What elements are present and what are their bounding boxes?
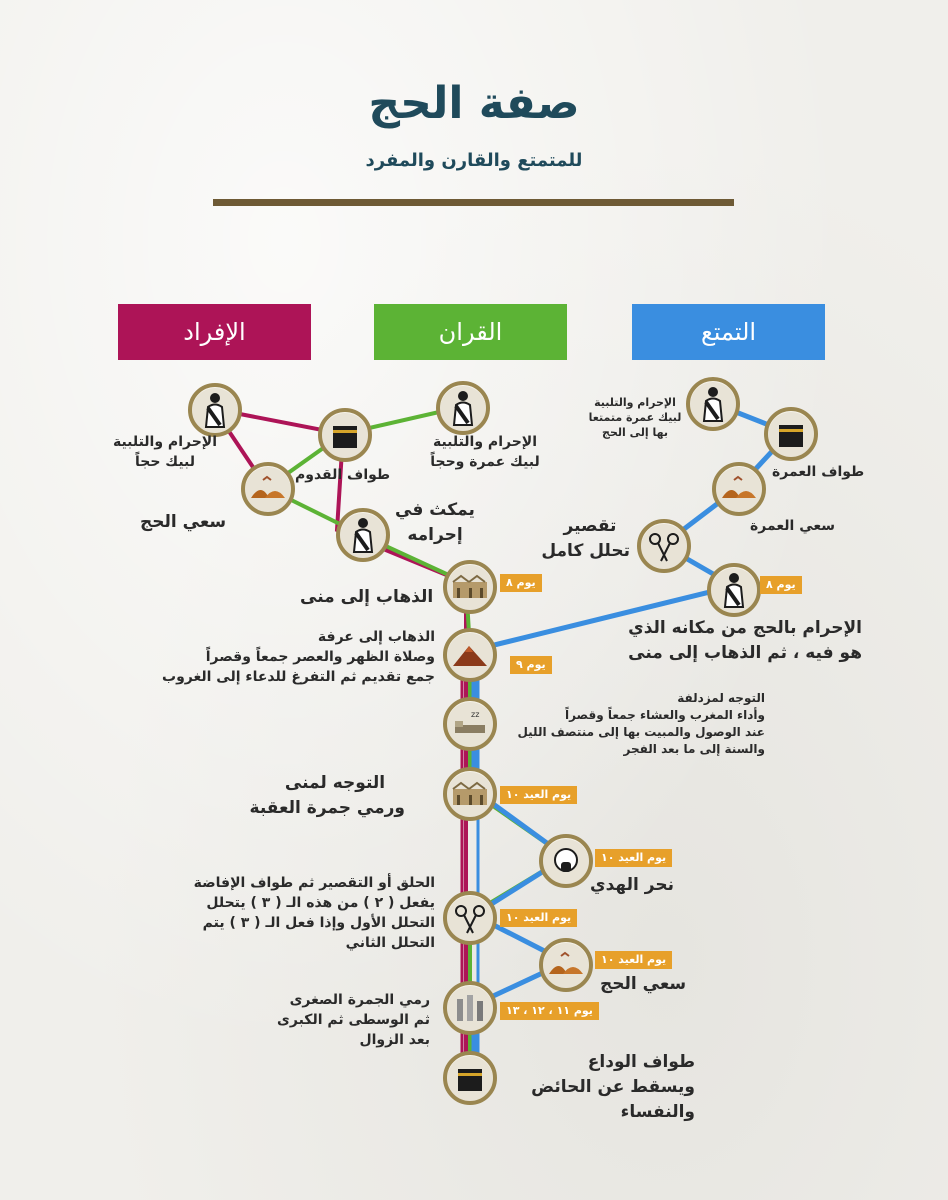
arafah-tag: يوم ٩ [510,656,552,674]
umrah-tawaf-node [764,407,818,461]
jamarat-label: رمي الجمرة الصغرى ثم الوسطى ثم الكبرى بعد الزوال [277,992,430,1048]
hady-node [539,834,593,888]
stay-ihram-node [336,508,390,562]
stay-ihram-label: يمكث في إحرامه [395,500,475,545]
ihram-person-icon [690,381,736,427]
ihram-person-icon [440,385,486,431]
jamarat-tag: يوم ١١ ، ١٢ ، ١٣ [500,1002,599,1020]
aqabah-label: التوجه لمنى ورمي جمرة العقبة [249,773,405,818]
ihram-person-icon [340,512,386,558]
umrah-sai-label: سعي العمرة [750,518,836,534]
aqabah-node [443,767,497,821]
umrah-tawaf-label: طواف العمرة [772,464,865,480]
svg-text:zz: zz [471,710,480,719]
kaaba-icon [768,411,814,457]
kaaba-icon [447,1055,493,1101]
scissors-icon [641,523,687,569]
page-subtitle: للمتمتع والقارن والمفرد [365,150,583,171]
sai-final-tag: يوم العيد ١٠ [595,951,672,969]
pillars-icon [447,985,493,1031]
halq-tag: يوم العيد ١٠ [500,909,577,927]
hills-icon [245,466,291,512]
halq-label: الحلق أو التقصير ثم طواف الإفاضة يفعل ( ٢ ) من هذه الـ ( ٣ ) يتحلل التحلل الأول وإذا فعل الـ ( ٣ ) يتم التحلل الثاني [193,875,435,951]
mountain-icon [447,632,493,678]
qiran-ihram-node [436,381,490,435]
hajj-ihram-label: الإحرام بالحج من مكانه الذي هو فيه ، ثم الذهاب إلى منى [628,618,862,663]
mina-go-node [443,560,497,614]
aqabah-tag: يوم العيد ١٠ [500,786,577,804]
ifrad-ihram-label: الإحرام والتلبية لبيك حجاً [112,434,218,470]
farewell-node [443,1051,497,1105]
hills-icon [543,942,589,988]
bed-icon [447,701,493,747]
kaaba-icon [322,412,368,458]
tamattu-ihram-node [686,377,740,431]
jamarat-node [443,981,497,1035]
ihram-person-icon [711,567,757,613]
hills-icon [716,466,762,512]
qiran-ihram-label: الإحرام والتلبية لبيك عمرة وحجاً [430,434,540,470]
ifrad-ihram-node [188,383,242,437]
header-qiran-label: القران [438,318,503,346]
muzdalifah-node [443,697,497,751]
halq-node [443,891,497,945]
page-title: صفة الحج [368,78,580,129]
scissors-icon [447,895,493,941]
hajj-ihram-node [707,563,761,617]
taqsir-node [637,519,691,573]
hady-tag: يوم العيد ١٠ [595,849,672,867]
hajj-sai-node [241,462,295,516]
sheep-icon [543,838,589,884]
mina-go-tag: يوم ٨ [500,574,542,592]
ihram-person-icon [192,387,238,433]
tamattu-ihram-label: الإحرام والتلبية لبيك عمرة متمتعا بها إلى الحج [588,396,682,439]
umrah-sai-node [712,462,766,516]
tents-icon [447,564,493,610]
hady-label: نحر الهدي [590,875,674,895]
muzdalifah-label: التوجه لمزدلفة وأداء المغرب والعشاء جمعاً وقصراً عند الوصول والمبيت بها إلى منتصف الليل والسنة إلى ما بعد الفجر [517,691,765,756]
mina-go-label: الذهاب إلى منى [300,587,434,607]
sai-final-node [539,938,593,992]
qudum-tawaf-label: طواف القدوم [295,467,391,483]
hajj-sai-label: سعي الحج [140,512,227,532]
header-tamattu-label: التمتع [700,318,757,346]
arafah-node [443,628,497,682]
farewell-label: طواف الوداع ويسقط عن الحائض والنفساء [531,1052,695,1122]
qudum-tawaf-node [318,408,372,462]
tents-icon [447,771,493,817]
taqsir-label: تقصير تحلل كامل [541,516,630,561]
header-ifrad-label: الإفراد [183,318,246,346]
arafah-label: الذهاب إلى عرفة وصلاة الظهر والعصر جمعاً وقصراً جمع تقديم ثم التفرغ للدعاء إلى الغروب [162,629,435,685]
hajj-ihram-tag: يوم ٨ [760,576,802,594]
sai-final-label: سعي الحج [600,974,687,994]
